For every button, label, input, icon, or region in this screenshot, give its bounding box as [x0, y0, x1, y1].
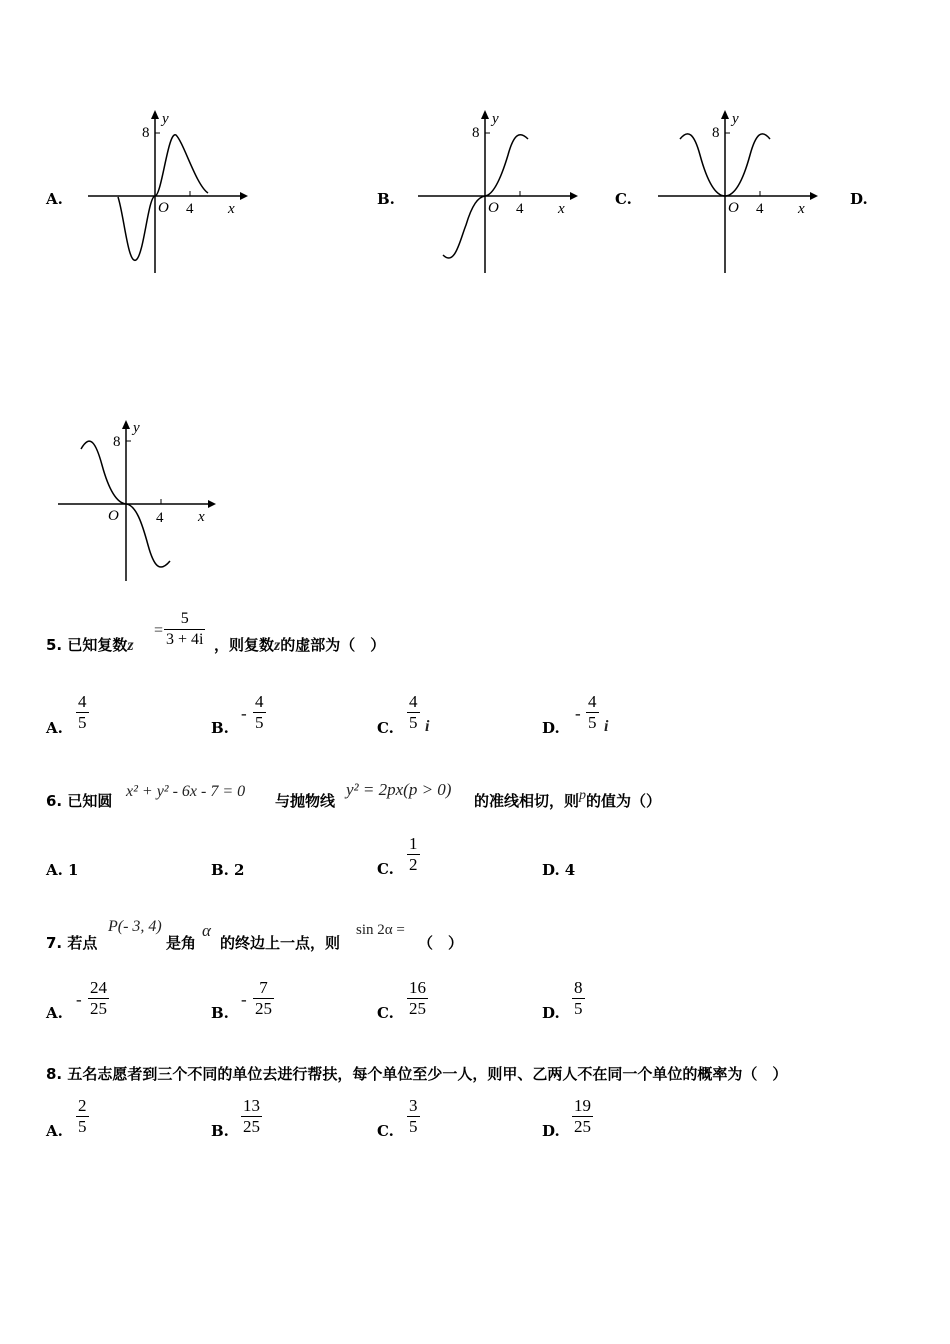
q6-option-a[interactable] — [46, 860, 78, 879]
frac-den: 25 — [255, 999, 272, 1018]
option-label: B. — [211, 1004, 229, 1022]
imag-unit: i — [604, 718, 609, 735]
option-label: D. — [542, 719, 560, 737]
frac-num: 3 — [409, 1096, 418, 1115]
frac-num: 4 — [588, 692, 597, 711]
q8-text: 五名志愿者到三个不同的单位去进行帮扶，每个单位至少一人，则甲、乙两人不在同一个单位的概率为（ ） — [67, 1065, 788, 1083]
axis-y-label: y — [732, 111, 739, 127]
axis-x-label: x — [198, 509, 205, 525]
q6-mid: 与抛物线 — [275, 792, 336, 810]
q7-mid: 是角 — [166, 934, 197, 952]
imag-unit: i — [425, 718, 430, 735]
option-label: C. — [377, 1122, 394, 1140]
tick-y-label: 8 — [142, 125, 150, 141]
q6-stem-start — [46, 790, 112, 811]
option-label: D. — [542, 861, 560, 879]
q6-option-b[interactable] — [211, 860, 244, 879]
graph-d — [50, 415, 220, 590]
frac-num: 2 — [78, 1096, 87, 1115]
option-label: A. — [46, 1004, 63, 1022]
q7-post2: （ ） — [418, 934, 464, 952]
option-label: A. — [46, 719, 63, 737]
q8-stem — [46, 1063, 787, 1084]
frac-den: 25 — [574, 1117, 591, 1136]
q7-expr: sin 2α = — [356, 922, 405, 938]
graph-c — [650, 105, 820, 280]
q7-stem-start — [46, 932, 97, 953]
frac-den: 25 — [409, 999, 426, 1018]
option-value: 4 — [564, 861, 576, 879]
q5-pre-text: 已知复数 — [67, 636, 128, 654]
frac-den: 5 — [78, 1117, 87, 1136]
origin-label: O — [108, 508, 119, 524]
q6-pre: 已知圆 — [67, 792, 113, 810]
q5-fraction — [164, 608, 205, 650]
q5-eq: = — [154, 622, 164, 639]
q6-eq2: y² = 2px(p > 0) — [346, 780, 452, 799]
q5-post — [214, 634, 385, 655]
q5-var: z — [127, 637, 134, 654]
question-number: 8. — [46, 1065, 63, 1083]
axis-x-label: x — [798, 201, 805, 217]
frac-num: 7 — [259, 978, 268, 997]
tick-x-label: 4 — [156, 510, 164, 526]
frac-den: 25 — [90, 999, 107, 1018]
frac-num: 4 — [409, 692, 418, 711]
frac-num: 16 — [409, 978, 426, 997]
frac-den: 5 — [588, 713, 597, 732]
frac-num: 13 — [243, 1096, 260, 1115]
option-d-label: D. — [850, 190, 868, 208]
q6-post1: 的准线相切，则 — [474, 792, 580, 810]
question-number: 7. — [46, 934, 63, 952]
frac-den: 5 — [574, 999, 583, 1018]
origin-label: O — [488, 200, 499, 216]
axis-y-label: y — [162, 111, 169, 127]
tick-y-label: 8 — [712, 125, 720, 141]
option-label: B. — [211, 1122, 229, 1140]
q5-frac-num: 5 — [180, 610, 189, 627]
frac-den: 25 — [243, 1117, 260, 1136]
option-b-label: B. — [377, 190, 395, 208]
q5-post2: 的虚部为（ ） — [280, 636, 386, 654]
minus-sign: - — [76, 990, 82, 1009]
axis-x-label: x — [558, 201, 565, 217]
tick-y-label: 8 — [472, 125, 480, 141]
q5-post1: ，则复数 — [214, 636, 275, 654]
option-value: 2 — [234, 861, 245, 879]
q5-frac-den: 3 + 4i — [166, 631, 204, 648]
option-value: 1 — [67, 861, 79, 879]
minus-sign: - — [241, 990, 247, 1009]
q6-post — [474, 790, 661, 811]
axis-x-label: x — [228, 201, 235, 217]
origin-label: O — [728, 200, 739, 216]
option-label: B. — [211, 861, 229, 879]
axis-y-label: y — [133, 420, 140, 436]
q7-point: P(- 3, 4) — [108, 918, 162, 935]
minus-sign: - — [575, 704, 581, 723]
option-label: D. — [542, 1122, 560, 1140]
q6-eq1: x² + y² - 6x - 7 = 0 — [126, 783, 246, 800]
q7-pre: 若点 — [67, 934, 98, 952]
q7-post1: 的终边上一点，则 — [220, 934, 341, 952]
frac-num: 8 — [574, 978, 583, 997]
option-a-label: A. — [46, 190, 63, 208]
option-label: A. — [46, 1122, 63, 1140]
frac-den: 5 — [409, 1117, 418, 1136]
minus-sign: - — [241, 704, 247, 723]
question-number: 5. — [46, 636, 63, 654]
option-label: B. — [211, 719, 229, 737]
tick-x-label: 4 — [186, 201, 194, 217]
tick-x-label: 4 — [516, 201, 524, 217]
frac-num: 4 — [78, 692, 87, 711]
q6-option-d[interactable] — [542, 860, 575, 879]
graph-b — [410, 105, 580, 280]
graph-a — [80, 105, 250, 280]
q6-var: p — [579, 788, 587, 803]
option-label: C. — [377, 1004, 394, 1022]
tick-x-label: 4 — [756, 201, 764, 217]
tick-y-label: 8 — [113, 434, 121, 450]
option-label: C. — [377, 860, 394, 878]
frac-num: 1 — [409, 834, 418, 853]
question-number: 6. — [46, 792, 63, 810]
option-c-label: C. — [615, 190, 632, 208]
q5-stem — [46, 634, 134, 655]
q5-var2: z — [274, 637, 281, 654]
origin-label: O — [158, 200, 169, 216]
frac-num: 4 — [255, 692, 264, 711]
frac-den: 5 — [78, 713, 87, 732]
frac-den: 2 — [409, 855, 418, 874]
frac-num: 19 — [574, 1096, 591, 1115]
option-label: D. — [542, 1004, 560, 1022]
frac-num: 24 — [90, 978, 107, 997]
option-label: A. — [46, 861, 63, 879]
frac-den: 5 — [255, 713, 264, 732]
q7-angle: α — [202, 921, 211, 940]
option-label: C. — [377, 719, 394, 737]
axis-y-label: y — [492, 111, 499, 127]
q6-post2: 的值为（） — [586, 792, 662, 810]
frac-den: 5 — [409, 713, 418, 732]
